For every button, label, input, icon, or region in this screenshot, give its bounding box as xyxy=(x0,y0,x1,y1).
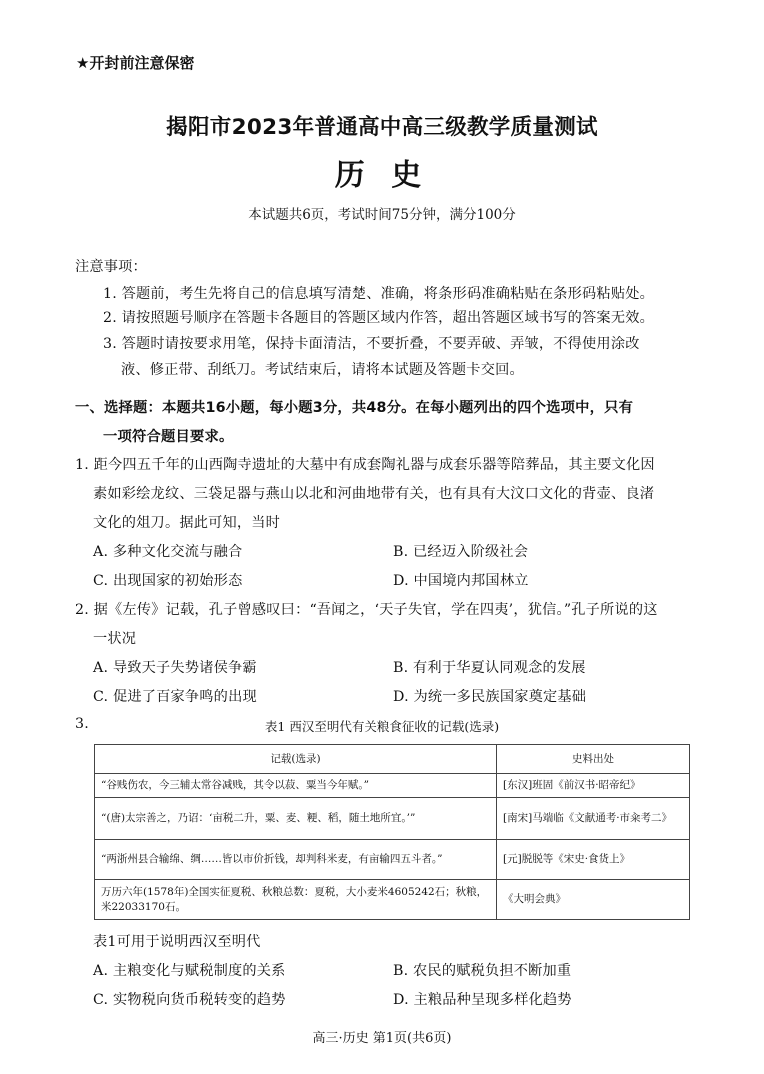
question-3-stem: 表1可用于说明西汉至明代 xyxy=(93,934,261,950)
table-header-row xyxy=(95,745,690,774)
table-header-source: 史料出处 xyxy=(497,745,690,774)
exam-info: 本试题共6页，考试时间75分钟，满分100分 xyxy=(248,207,516,223)
q2-option-d[interactable]: D. 为统一多民族国家奠定基础 xyxy=(393,689,587,705)
subject-title: 历 史 xyxy=(334,158,430,193)
note-item: 3. 答题时请按要求用笔，保持卡面清洁，不要折叠，不要弄破、弄皱，不得使用涂改 xyxy=(103,336,640,352)
q3-option-c[interactable]: C. 实物税向货币税转变的趋势 xyxy=(93,992,286,1008)
q1-option-a[interactable]: A. 多种文化交流与融合 xyxy=(93,544,243,560)
table-row xyxy=(95,840,690,880)
question-1-text: 文化的俎刀。据此可知，当时 xyxy=(93,515,281,531)
table-caption: 表1 西汉至明代有关粮食征收的记载(选录) xyxy=(264,719,500,734)
question-2-text: 2. 据《左传》记载，孔子曾感叹曰：“吾闻之，‘天子失官，学在四夷’，犹信。”孔子所说的这 xyxy=(75,602,658,618)
section-heading: 一、选择题：本题共16小题，每小题3分，共48分。在每小题列出的四个选项中，只有 xyxy=(75,400,634,416)
note-item: 2. 请按照题号顺序在答题卡各题目的答题区域内作答，超出答题区域书写的答案无效。 xyxy=(103,310,654,326)
table-cell-source: [元]脱脱等《宋史·食货上》 xyxy=(497,840,690,880)
table-cell-source: 《大明会典》 xyxy=(497,880,690,920)
question-2-text: 一状况 xyxy=(93,631,137,647)
table-row xyxy=(95,880,690,920)
question-3-number: 3. xyxy=(75,716,89,732)
note-item: 1. 答题前，考生先将自己的信息填写清楚、准确，将条形码准确粘贴在条形码粘贴处。 xyxy=(103,286,654,302)
notes-heading: 注意事项： xyxy=(75,259,147,275)
q2-option-b[interactable]: B. 有利于华夏认同观念的发展 xyxy=(393,660,586,676)
section-heading-cont: 一项符合题目要求。 xyxy=(103,429,234,445)
q2-option-a[interactable]: A. 导致天子失势诸侯争霸 xyxy=(93,660,257,676)
confidential-label: ★开封前注意保密 xyxy=(76,54,195,72)
table-cell-source: [东汉]班固《前汉书·昭帝纪》 xyxy=(497,774,690,798)
page-footer: 高三·历史 第1页(共6页) xyxy=(312,1031,452,1046)
table-cell-source: [南宋]马端临《文献通考·市籴考二》 xyxy=(497,798,690,840)
table-cell-record: “谷贱伤农，今三辅太常谷减贱，其令以菽、粟当今年赋。” xyxy=(95,774,497,798)
q3-option-d[interactable]: D. 主粮品种呈现多样化趋势 xyxy=(393,992,572,1008)
table-row xyxy=(95,798,690,840)
note-item: 液、修正带、刮纸刀。考试结束后，请将本试题及答题卡交回。 xyxy=(121,362,524,378)
q3-option-a[interactable]: A. 主粮变化与赋税制度的关系 xyxy=(93,963,286,979)
grain-records-table xyxy=(94,744,690,920)
q3-option-b[interactable]: B. 农民的赋税负担不断加重 xyxy=(393,963,572,979)
table-row xyxy=(95,774,690,798)
table-cell-record: “(唐)太宗善之，乃诏：‘亩税二升，粟、麦、粳、稻，随土地所宜。’” xyxy=(95,798,497,840)
exam-title: 揭阳市2023年普通高中高三级教学质量测试 xyxy=(166,115,598,140)
q2-option-c[interactable]: C. 促进了百家争鸣的出现 xyxy=(93,689,257,705)
q1-option-c[interactable]: C. 出现国家的初始形态 xyxy=(93,573,243,589)
question-1-text: 素如彩绘龙纹、三袋足器与燕山以北和河曲地带有关，也有具有大汶口文化的背壶、良渚 xyxy=(93,486,655,502)
table-cell-record: “两浙州县合输绵、绸……皆以市价折钱，却判科米麦，有亩输四五斗者。” xyxy=(95,840,497,880)
q1-option-b[interactable]: B. 已经迈入阶级社会 xyxy=(393,544,529,560)
table-cell-record: 万历六年(1578年)全国实征夏税、秋粮总数：夏税，大小麦米4605242石；秋粮，米22033170石。 xyxy=(95,880,497,920)
question-1-text: 1. 距今四五千年的山西陶寺遗址的大墓中有成套陶礼器与成套乐器等陪葬品，其主要文化因 xyxy=(75,457,655,473)
q1-option-d[interactable]: D. 中国境内邦国林立 xyxy=(393,573,529,589)
table-header-record: 记载(选录) xyxy=(95,745,497,774)
